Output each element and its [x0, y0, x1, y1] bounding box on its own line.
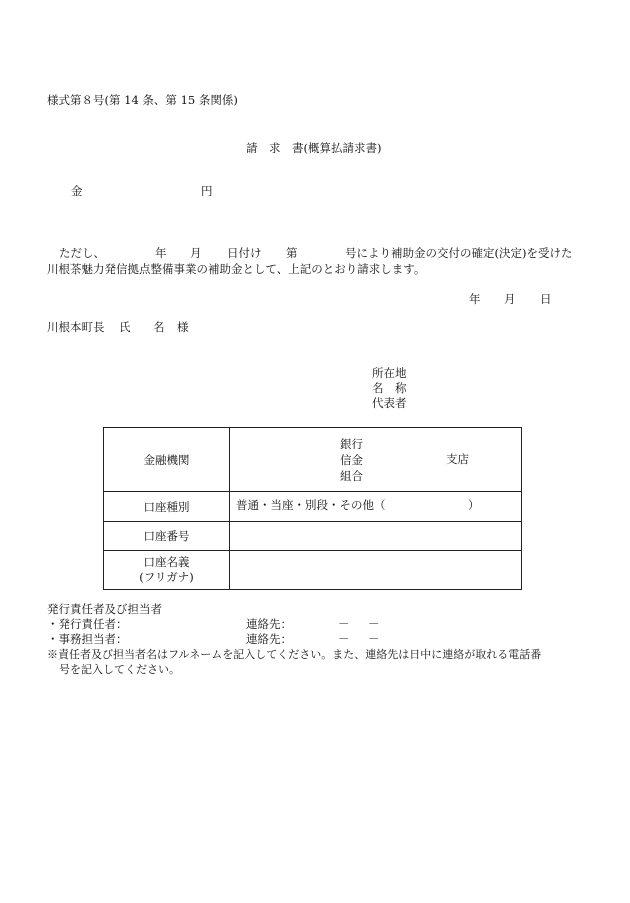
staff-dash-1: －	[338, 632, 350, 646]
body-rest: 号により補助金の交付の確定(決定)を受けた	[345, 246, 573, 260]
branch-label: 支店	[446, 452, 469, 466]
note-line-1: ※責任者及び担当者名はフルネームを記入してください。また、連絡先は日中に連絡が取れる電話番	[47, 648, 542, 661]
account-type-label-cell	[104, 492, 230, 522]
applicant-name-label: 名 称	[372, 381, 407, 395]
addressee-na: 名	[153, 320, 165, 334]
institution-value-cell[interactable]	[230, 428, 522, 492]
table-row	[104, 551, 522, 590]
applicant-address-label: 所在地	[372, 366, 407, 380]
addressee-uji: 氏	[119, 320, 131, 334]
table-row	[104, 522, 522, 551]
account-number-label-cell	[104, 522, 230, 551]
note-line-2: 号を記入してください。	[59, 663, 180, 676]
table-row	[104, 492, 522, 522]
staff-dash-2: －	[368, 632, 380, 646]
bank-type-kumiai: 組合	[340, 469, 363, 483]
staff-label: ・事務担当者：	[47, 632, 128, 646]
account-name-kana: (フリガナ)	[139, 570, 194, 584]
account-type-value-cell[interactable]	[230, 492, 522, 522]
body-year: 年	[155, 246, 167, 260]
bank-type-shinkin: 信金	[340, 453, 363, 467]
bank-account-table	[103, 427, 522, 590]
amount-unit: 円	[201, 184, 213, 198]
form-number: 様式第８号(第 14 条、第 15 条関係)	[47, 93, 238, 107]
account-type-options: 普通・当座・別段・その他（	[236, 498, 386, 512]
body-line2: 川根茶魅力発信拠点整備事業の補助金として、上記のとおり請求します。	[47, 262, 426, 276]
staff-contact-label: 連絡先：	[246, 632, 292, 646]
account-type-label: 口座種別	[143, 499, 190, 514]
document-title: 請 求 書(概算払請求書)	[246, 141, 382, 155]
issuer-contact-label: 連絡先：	[246, 617, 292, 631]
applicant-rep-label: 代表者	[372, 396, 407, 410]
body-day-dated: 日付け	[227, 246, 262, 260]
issuer-dash-1: －	[338, 617, 350, 631]
account-type-close: ）	[468, 498, 480, 512]
contact-header: 発行責任者及び担当者	[47, 602, 162, 616]
amount-prefix: 金	[71, 184, 83, 198]
bank-type-stack	[340, 436, 363, 484]
date-day: 日	[540, 292, 552, 306]
account-name-value-cell[interactable]	[230, 551, 522, 590]
issuer-dash-2: －	[368, 617, 380, 631]
bank-type-bank: 銀行	[340, 437, 363, 451]
account-number-label: 口座番号	[143, 529, 190, 543]
account-name-label-cell	[104, 551, 230, 590]
addressee-sama: 様	[177, 320, 189, 334]
addressee-title: 川根本町長	[47, 320, 105, 334]
table-row	[104, 428, 522, 492]
body-start: ただし、	[59, 246, 105, 260]
body-month: 月	[190, 246, 202, 260]
account-number-value-cell[interactable]	[230, 522, 522, 551]
institution-label-cell	[104, 428, 230, 492]
date-month: 月	[504, 292, 516, 306]
account-name-label: 口座名義	[143, 555, 190, 569]
issuer-label: ・発行責任者：	[47, 617, 128, 631]
institution-label: 金融機関	[143, 452, 190, 467]
date-year: 年	[469, 292, 481, 306]
body-dai: 第	[286, 246, 298, 260]
